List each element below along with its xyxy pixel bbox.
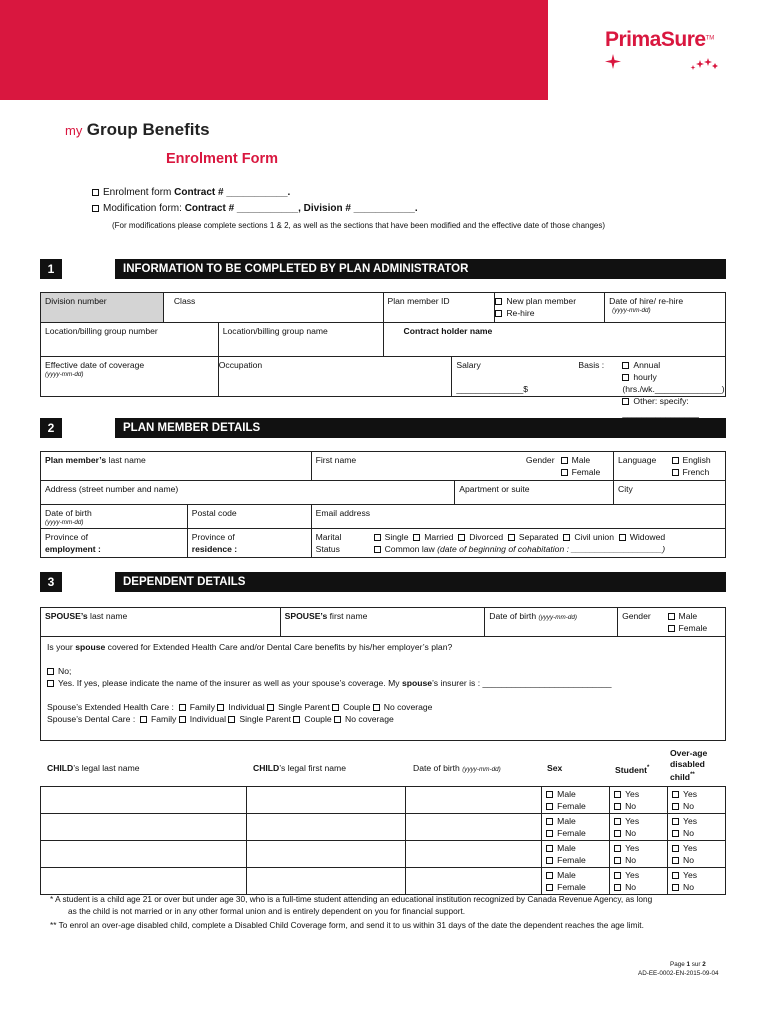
child-male-option[interactable]: Male (546, 842, 605, 854)
section-3-header (40, 572, 726, 592)
student-yes-option[interactable]: Yes (614, 842, 663, 854)
child-student-cell (610, 814, 668, 841)
overage-no-option[interactable]: No (672, 827, 721, 839)
child-overage-cell (668, 841, 726, 868)
dob-field[interactable]: Date of birth (yyyy-mm-dd) (41, 505, 188, 529)
child-male-option[interactable]: Male (546, 815, 605, 827)
marital-divorced-option[interactable]: Divorced (458, 532, 503, 542)
student-no-checkbox[interactable] (614, 884, 621, 891)
child-last-name-cell[interactable] (41, 814, 247, 841)
marital-single-option[interactable]: Single (374, 532, 409, 542)
child-male-option[interactable]: Male (546, 788, 605, 800)
dental-family-checkbox[interactable] (140, 716, 147, 723)
annual-checkbox[interactable] (622, 362, 629, 369)
child-overage-cell (668, 868, 726, 895)
civil-union-checkbox[interactable] (563, 534, 570, 541)
student-yes-checkbox[interactable] (614, 791, 621, 798)
overage-no-checkbox[interactable] (672, 830, 679, 837)
language-english-option[interactable]: English (672, 454, 722, 466)
overage-yes-option[interactable]: Yes (672, 788, 721, 800)
modification-note: (For modifications please complete sections 1 & 2, as well as the sections that have been modified and the effective date of those changes) (112, 221, 606, 230)
child-first-name-cell[interactable] (246, 868, 406, 895)
dental-no-coverage-checkbox[interactable] (334, 716, 341, 723)
common-law-checkbox[interactable] (374, 546, 381, 553)
overage-no-checkbox[interactable] (672, 803, 679, 810)
child-student-cell (610, 787, 668, 814)
ehc-single-parent-option[interactable]: Single Parent (267, 702, 330, 712)
divorced-checkbox[interactable] (458, 534, 465, 541)
overage-no-checkbox[interactable] (672, 857, 679, 864)
married-checkbox[interactable] (413, 534, 420, 541)
member-first-name-field[interactable]: First name Gender (311, 452, 558, 481)
section-1-number: 1 (40, 259, 62, 279)
sparkle-icon (605, 54, 725, 76)
dental-individual-option[interactable]: Individual (179, 714, 226, 724)
ehc-individual-option[interactable]: Individual (217, 702, 264, 712)
overage-yes-option[interactable]: Yes (672, 869, 721, 881)
ehc-couple-option[interactable]: Couple (332, 702, 370, 712)
gender-male-option[interactable]: Male (561, 454, 609, 466)
widowed-checkbox[interactable] (619, 534, 626, 541)
child-male-checkbox[interactable] (546, 818, 553, 825)
child-first-name-cell[interactable] (246, 841, 406, 868)
section-1-table (40, 292, 726, 418)
student-yes-option[interactable]: Yes (614, 788, 663, 800)
child-student-header: Student* (615, 764, 650, 775)
child-row (41, 787, 726, 814)
language-label: Language (614, 452, 672, 481)
marital-status-field: Marital Status Single Married Divorced Separated Civil union Widowed Common law (date of beginning of cohabitation : ___________________) (311, 529, 725, 558)
child-female-checkbox[interactable] (546, 884, 553, 891)
section-3-number: 3 (40, 572, 62, 592)
address-field[interactable]: Address (street number and name) (41, 481, 455, 505)
spouse-gender-label: Gender (618, 608, 668, 637)
male-checkbox[interactable] (561, 457, 568, 464)
ehc-no-coverage-checkbox[interactable] (373, 704, 380, 711)
postal-code-field[interactable]: Postal code (187, 505, 311, 529)
spouse-coverage-block: Is your spouse covered for Extended Health Care and/or Dental Care benefits by his/her employer’s plan? No; Yes. If yes, please indicate the name of the insurer as well as your spouse’s coverage. My spouse’s insurer is : ___________________________ Spouse’s Extended Health Care : Family Individual Single Parent Couple No coverage Spouse’s Dental Care : Family Individual Single Parent Couple No coverage (41, 637, 726, 741)
hourly-checkbox[interactable] (622, 374, 629, 381)
child-overage-header: Over-age disabled child** (670, 748, 708, 782)
ehc-family-checkbox[interactable] (179, 704, 186, 711)
child-last-name-header: CHILD’s legal last name (47, 763, 140, 773)
overage-yes-option[interactable]: Yes (672, 842, 721, 854)
child-male-option[interactable]: Male (546, 869, 605, 881)
basis-other-option[interactable]: Other: specify: ________________ (622, 396, 699, 418)
marital-separated-option[interactable]: Separated (508, 532, 559, 542)
overage-yes-option[interactable]: Yes (672, 815, 721, 827)
english-checkbox[interactable] (672, 457, 679, 464)
rehire-option[interactable]: Re-hire (495, 307, 600, 319)
child-female-option[interactable]: Female (546, 854, 605, 866)
member-gender-field (559, 452, 614, 481)
child-male-checkbox[interactable] (546, 791, 553, 798)
section-3-title: DEPENDENT DETAILS (115, 572, 726, 592)
child-last-name-cell[interactable] (41, 868, 247, 895)
child-last-name-cell[interactable] (41, 841, 247, 868)
spouse-table (40, 607, 726, 741)
language-field (672, 452, 726, 481)
city-field[interactable]: City (614, 481, 726, 505)
overage-no-checkbox[interactable] (672, 884, 679, 891)
student-yes-option[interactable]: Yes (614, 869, 663, 881)
child-dob-header: Date of birth (yyyy-mm-dd) (413, 763, 501, 773)
spouse-covered-yes-option[interactable]: Yes. If yes, please indicate the name of the insurer as well as your spouse’s coverage. My spouse’s insurer is : ___________________________ (47, 677, 719, 689)
ehc-no-coverage-option[interactable]: No coverage (373, 702, 433, 712)
spouse-dob-field[interactable]: Date of birth (yyyy-mm-dd) (485, 608, 618, 637)
french-checkbox[interactable] (672, 469, 679, 476)
gender-female-option[interactable]: Female (561, 466, 609, 478)
province-residence-field[interactable]: Province of residence : (187, 529, 311, 558)
plan-member-id-field[interactable]: Plan member ID (383, 293, 495, 323)
child-female-option[interactable]: Female (546, 827, 605, 839)
child-first-name-header: CHILD’s legal first name (253, 763, 346, 773)
child-sex-cell (542, 814, 610, 841)
dental-family-option[interactable]: Family (140, 714, 176, 724)
section-1-title: INFORMATION TO BE COMPLETED BY PLAN ADMINISTRATOR (115, 259, 726, 279)
child-dob-cell[interactable] (406, 814, 542, 841)
overage-yes-checkbox[interactable] (672, 791, 679, 798)
overage-yes-checkbox[interactable] (672, 872, 679, 879)
student-no-option[interactable]: No (614, 800, 663, 812)
spouse-first-name-field[interactable]: SPOUSE’s first name (280, 608, 485, 637)
section-2-number: 2 (40, 418, 62, 438)
child-dob-cell[interactable] (406, 868, 542, 895)
female-checkbox[interactable] (561, 469, 568, 476)
division-number-field[interactable]: Division number (41, 293, 164, 323)
spouse-dental-row: Spouse’s Dental Care : Family Individual Single Parent Couple No coverage (47, 714, 394, 724)
child-dob-cell[interactable] (406, 787, 542, 814)
spouse-male-checkbox[interactable] (668, 613, 675, 620)
other-checkbox[interactable] (622, 398, 629, 405)
section-2-table (40, 451, 726, 558)
ehc-couple-checkbox[interactable] (332, 704, 339, 711)
child-row (41, 868, 726, 895)
footnote-overage: ** To enrol an over-age disabled child, complete a Disabled Child Coverage form, and send it to us within 31 days of the date the dependent reaches the age limit. (50, 920, 644, 930)
student-yes-option[interactable]: Yes (614, 815, 663, 827)
basis-annual-option[interactable]: Annual (622, 359, 725, 371)
student-no-option[interactable]: No (614, 881, 663, 893)
member-type-field (495, 293, 605, 323)
overage-yes-checkbox[interactable] (672, 818, 679, 825)
section-1-header (40, 259, 726, 279)
dental-no-coverage-option[interactable]: No coverage (334, 714, 394, 724)
child-female-option[interactable]: Female (546, 800, 605, 812)
child-male-checkbox[interactable] (546, 845, 553, 852)
child-row (41, 814, 726, 841)
province-employment-field[interactable]: Province of employment : (41, 529, 188, 558)
child-row (41, 841, 726, 868)
location-number-field[interactable]: Location/billing group number (41, 323, 219, 357)
marital-widowed-option[interactable]: Widowed (619, 532, 665, 542)
child-last-name-cell[interactable] (41, 787, 247, 814)
child-sex-header: Sex (547, 763, 563, 773)
logo-prima: Prima (605, 28, 661, 51)
contract-holder-field[interactable]: Contract holder name (383, 323, 726, 357)
marital-common-law-option[interactable]: Common law (date of beginning of cohabitation : ___________________) (374, 543, 665, 555)
email-field[interactable]: Email address (311, 505, 725, 529)
child-first-name-cell[interactable] (246, 787, 406, 814)
child-student-cell (610, 841, 668, 868)
basis-hourly-option[interactable]: hourly (hrs./wk.______________) (622, 372, 725, 394)
child-male-checkbox[interactable] (546, 872, 553, 879)
new-member-option[interactable]: New plan member (495, 295, 600, 307)
student-no-option[interactable]: No (614, 854, 663, 866)
child-overage-cell (668, 814, 726, 841)
overage-no-option[interactable]: No (672, 854, 721, 866)
spouse-male-option[interactable]: Male (668, 610, 721, 622)
enrolment-checkbox[interactable] (92, 189, 99, 196)
student-no-option[interactable]: No (614, 827, 663, 839)
spouse-ehc-row: Spouse’s Extended Health Care : Family Individual Single Parent Couple No coverage (47, 702, 433, 712)
logo-sure: Sure (660, 28, 706, 51)
child-female-checkbox[interactable] (546, 857, 553, 864)
dental-single-parent-option[interactable]: Single Parent (228, 714, 291, 724)
student-no-checkbox[interactable] (614, 803, 621, 810)
logo-tm: TM (705, 35, 715, 42)
child-female-checkbox[interactable] (546, 830, 553, 837)
header-red-band (0, 0, 548, 100)
title-my: my (65, 123, 83, 138)
footnote-student: * A student is a child age 21 or over but under age 30, who is a full-time student attending an educational institution recognized by Canada Revenue Agency, as long as the child is not married or in any other formal union and is entirely dependent on you for financial support. (50, 894, 653, 916)
rehire-checkbox[interactable] (495, 310, 502, 317)
member-last-name-field[interactable]: Plan member’s last name (41, 452, 312, 481)
child-overage-cell (668, 787, 726, 814)
overage-no-option[interactable]: No (672, 881, 721, 893)
separated-checkbox[interactable] (508, 534, 515, 541)
salary-field[interactable]: Salary ______________$ Basis : Annual hourly (hrs./wk.______________) Other: specify: ________________ (452, 357, 726, 397)
page-title (65, 120, 210, 140)
child-dob-cell[interactable] (406, 841, 542, 868)
student-yes-checkbox[interactable] (614, 872, 621, 879)
overage-no-option[interactable]: No (672, 800, 721, 812)
ehc-individual-checkbox[interactable] (217, 704, 224, 711)
single-checkbox[interactable] (374, 534, 381, 541)
child-first-name-cell[interactable] (246, 814, 406, 841)
enrolment-option[interactable]: Enrolment form Contract # ___________. (92, 187, 290, 198)
child-student-cell (610, 868, 668, 895)
overage-yes-checkbox[interactable] (672, 845, 679, 852)
student-no-checkbox[interactable] (614, 830, 621, 837)
new-member-checkbox[interactable] (495, 298, 502, 305)
spouse-female-checkbox[interactable] (668, 625, 675, 632)
marital-married-option[interactable]: Married (413, 532, 453, 542)
marital-civil-union-option[interactable]: Civil union (563, 532, 614, 542)
section-2-header (40, 418, 726, 438)
children-table (40, 786, 726, 895)
class-field[interactable]: Class (163, 293, 383, 323)
date-of-hire-field[interactable]: Date of hire/ re-hire (yyyy-mm-dd) (605, 293, 726, 323)
student-yes-checkbox[interactable] (614, 818, 621, 825)
ehc-single-parent-checkbox[interactable] (267, 704, 274, 711)
ehc-family-option[interactable]: Family (179, 702, 215, 712)
title-group-benefits: Group Benefits (86, 120, 210, 139)
spouse-last-name-field[interactable]: SPOUSE’s last name (41, 608, 281, 637)
page-number: Page 1 sur 2 (670, 961, 706, 968)
apartment-field[interactable]: Apartment or suite (455, 481, 614, 505)
primasure-logo (605, 28, 725, 78)
location-name-field[interactable]: Location/billing group name (218, 323, 383, 357)
spouse-covered-yes-checkbox[interactable] (47, 680, 54, 687)
page-subtitle: Enrolment Form (166, 151, 278, 167)
student-yes-checkbox[interactable] (614, 845, 621, 852)
student-no-checkbox[interactable] (614, 857, 621, 864)
child-female-option[interactable]: Female (546, 881, 605, 893)
child-sex-cell (542, 868, 610, 895)
dental-couple-option[interactable]: Couple (293, 714, 331, 724)
spouse-covered-no-option[interactable]: No; (47, 665, 719, 677)
effective-date-field[interactable]: Effective date of coverage (yyyy-mm-dd) (41, 357, 219, 397)
section-2-title: PLAN MEMBER DETAILS (115, 418, 726, 438)
occupation-field[interactable]: Occupation (218, 357, 452, 397)
dental-single-parent-checkbox[interactable] (228, 716, 235, 723)
child-female-checkbox[interactable] (546, 803, 553, 810)
child-sex-cell (542, 787, 610, 814)
modification-checkbox[interactable] (92, 205, 99, 212)
modification-option[interactable]: Modification form: Contract # ___________, Division # ___________. (92, 203, 418, 214)
document-code: AD-EE-0002-EN-2015-09-04 (638, 970, 719, 977)
dental-couple-checkbox[interactable] (293, 716, 300, 723)
spouse-gender-field (668, 608, 726, 637)
language-french-option[interactable]: French (672, 466, 722, 478)
spouse-covered-no-checkbox[interactable] (47, 668, 54, 675)
spouse-female-option[interactable]: Female (668, 622, 721, 634)
child-sex-cell (542, 841, 610, 868)
dental-individual-checkbox[interactable] (179, 716, 186, 723)
